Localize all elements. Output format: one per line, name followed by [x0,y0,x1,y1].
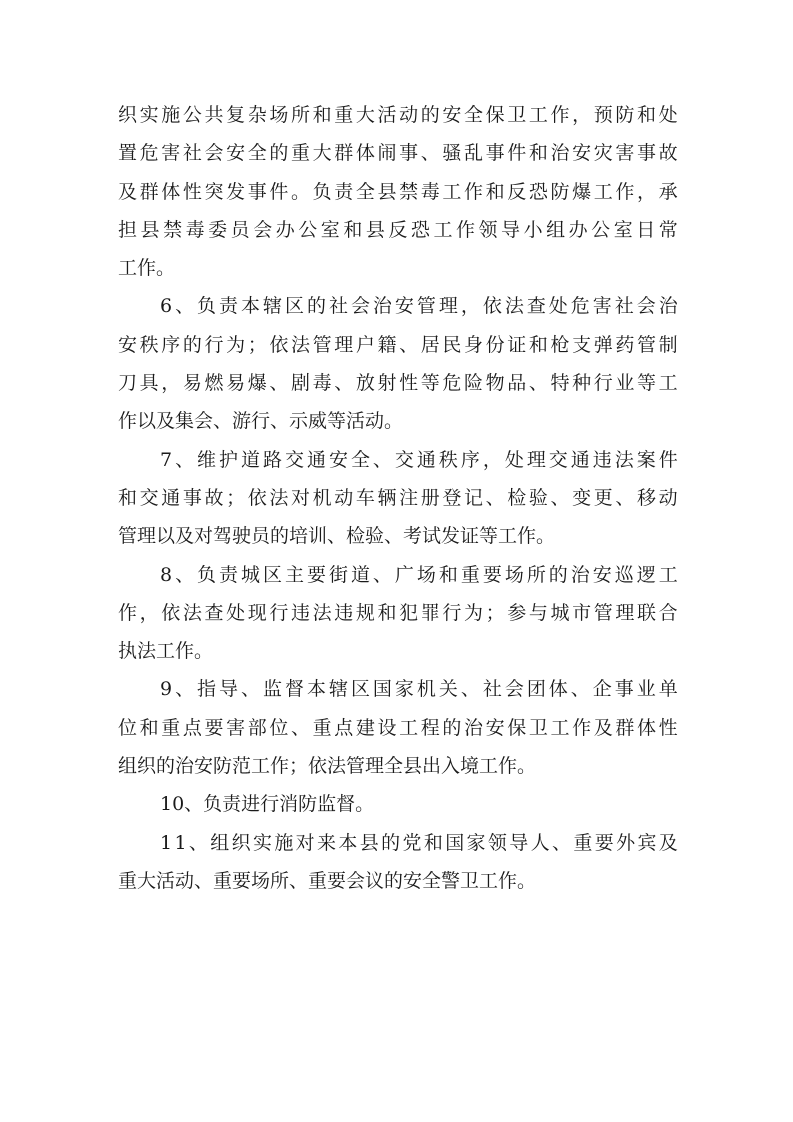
paragraph-11-line: 1 1 、 组 织 实 施 对 来 本 县 的 党 和 国 家 领 导 人 、 重 要 外 宾 及 [160,831,678,854]
paragraph-7-line: 7 、 维 护 道 路 交 通 安 全 、 交 通 秩 序 ， 处 理 交 通 违 法 案 件 [160,448,678,471]
paragraph-9-line: 9 、 指 导 、 监 督 本 辖 区 国 家 机 关 、 社 会 团 体 、 企 事 业 单 [160,678,678,701]
text-line: 作以及集会、游行、示威等活动。 [118,410,404,433]
paragraph-6-line: 6 、 负 责 本 辖 区 的 社 会 治 安 管 理 ， 依 法 查 处 危 害 社 会 治 [160,295,678,318]
text-line: 执法工作。 [118,640,214,663]
paragraph-8-line: 8 、 负 责 城 区 主 要 街 道 、 广 场 和 重 要 场 所 的 治 安 巡 逻 工 [160,563,678,586]
text-line: 安 秩 序 的 行 为 ； 依 法 管 理 户 籍 、 居 民 身 份 证 和 枪 支 弹 药 管 制 [118,333,678,356]
text-line: 管理以及对驾驶员的培训、检验、考试发证等工作。 [118,525,556,548]
text-line: 和 交 通 事 故 ； 依 法 对 机 动 车 辆 注 册 登 记 、 检 验 、 变 更 、 移 动 [118,486,678,509]
text-line: 组织的治安防范工作；依法管理全县出入境工作。 [118,755,537,778]
text-line: 位 和 重 点 要 害 部 位 、 重 点 建 设 工 程 的 治 安 保 卫 工 作 及 群 体 性 [118,716,678,739]
paragraph-10-line: 10、负责进行消防监督。 [160,793,375,816]
text-line: 重大活动、重要场所、重要会议的安全警卫工作。 [118,869,537,892]
text-line: 作 ， 依 法 查 处 现 行 违 法 违 规 和 犯 罪 行 为 ； 参 与 城 市 管 理 联 合 [118,601,678,624]
text-line: 织 实 施 公 共 复 杂 场 所 和 重 大 活 动 的 安 全 保 卫 工 作 ， 预 防 和 处 [118,104,678,126]
document-body [118,96,678,900]
text-line: 工作。 [118,257,176,280]
text-line: 担 县 禁 毒 委 员 会 办 公 室 和 县 反 恐 工 作 领 导 小 组 办 公 室 日 常 [118,218,678,241]
text-line: 及 群 体 性 突 发 事 件 。 负 责 全 县 禁 毒 工 作 和 反 恐 防 爆 工 作 ， 承 [118,180,678,203]
text-line: 刀 具 ， 易 燃 易 爆 、 剧 毒 、 放 射 性 等 危 险 物 品 、 特 种 行 业 等 工 [118,372,678,395]
text-line: 置 危 害 社 会 安 全 的 重 大 群 体 闹 事 、 骚 乱 事 件 和 治 安 灾 害 事 故 [118,142,678,165]
